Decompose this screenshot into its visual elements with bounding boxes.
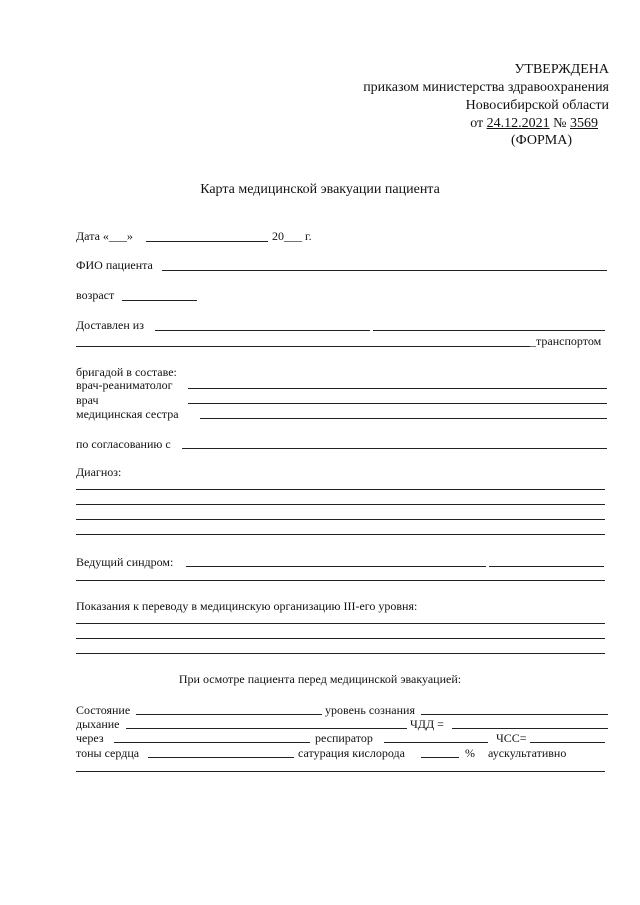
diagnosis-label: Диагноз: — [76, 465, 122, 479]
fio-label: ФИО пациента — [76, 258, 153, 272]
nurse-label: медицинская сестра — [76, 407, 179, 421]
resuscitator-field[interactable] — [188, 388, 607, 389]
delivered-from-field[interactable] — [155, 330, 370, 331]
via-label: через — [76, 731, 104, 745]
indications-label: Показания к переводу в медицинскую организацию III-его уровня: — [76, 599, 418, 613]
diagnosis-line-4[interactable] — [76, 534, 605, 535]
approval-date-line — [470, 116, 598, 132]
hr-field[interactable] — [530, 742, 605, 743]
hr-label: ЧСС= — [496, 731, 527, 745]
heart-tones-label: тоны сердца — [76, 746, 140, 760]
approval-order: приказом министерства здравоохранения — [363, 80, 609, 95]
approval-date: 24.12.2021 — [486, 116, 550, 131]
year-label: 20___ г. — [272, 229, 312, 243]
delivered-from-field-2[interactable] — [373, 330, 605, 331]
resuscitator-label: врач-реаниматолог — [76, 378, 173, 392]
doctor-field[interactable] — [188, 403, 607, 404]
date-month-field[interactable] — [146, 241, 268, 242]
saturation-label: сатурация кислорода — [298, 746, 405, 760]
transport-field[interactable] — [76, 346, 530, 347]
team-label: бригадой в составе: — [76, 365, 177, 379]
syndrome-line-2[interactable] — [76, 580, 605, 581]
agreement-field[interactable] — [182, 448, 607, 449]
breathing-field[interactable] — [126, 728, 407, 729]
heart-tones-field[interactable] — [148, 757, 294, 758]
diagnosis-line-1[interactable] — [76, 489, 605, 490]
respirator-label: респиратор — [315, 731, 373, 745]
state-label: Состояние — [76, 703, 131, 717]
age-field[interactable] — [122, 300, 197, 301]
approval-title: УТВЕРЖДЕНА — [514, 62, 609, 77]
date-prefix: от — [470, 116, 484, 131]
percent-sign: % — [465, 746, 475, 760]
state-field[interactable] — [136, 714, 322, 715]
breathing-label: дыхание — [76, 717, 120, 731]
syndrome-field-2[interactable] — [489, 566, 604, 567]
indications-line-1[interactable] — [76, 623, 605, 624]
diagnosis-line-3[interactable] — [76, 519, 605, 520]
rr-field[interactable] — [452, 728, 608, 729]
approval-number: 3569 — [570, 116, 598, 131]
agreement-label: по согласованию с — [76, 437, 171, 451]
page-title: Карта медицинской эвакуации пациента — [200, 182, 440, 197]
rr-label: ЧДД = — [410, 717, 444, 731]
auscultation-line[interactable] — [76, 771, 605, 772]
syndrome-label: Ведущий синдром: — [76, 555, 174, 569]
doctor-label: врач — [76, 393, 99, 407]
fio-field[interactable] — [162, 270, 607, 271]
transport-label: _транспортом — [530, 334, 602, 348]
number-sign: № — [553, 116, 567, 131]
indications-line-2[interactable] — [76, 638, 605, 639]
via-field[interactable] — [114, 742, 310, 743]
saturation-field[interactable] — [421, 757, 459, 758]
syndrome-field[interactable] — [186, 566, 486, 567]
diagnosis-line-2[interactable] — [76, 504, 605, 505]
respirator-field[interactable] — [384, 742, 488, 743]
indications-line-3[interactable] — [76, 653, 605, 654]
consciousness-label: уровень сознания — [325, 703, 415, 717]
delivered-from-label: Доставлен из — [76, 318, 144, 332]
consciousness-field[interactable] — [421, 714, 608, 715]
approval-region: Новосибирской области — [465, 98, 609, 113]
exam-heading: При осмотре пациента перед медицинской эвакуацией: — [178, 672, 462, 686]
form-label: (ФОРМА) — [510, 133, 572, 148]
date-label: Дата «___» — [76, 229, 133, 243]
age-label: возраст — [76, 288, 115, 302]
nurse-field[interactable] — [200, 418, 607, 419]
auscultation-label: аускультативно — [488, 746, 567, 760]
